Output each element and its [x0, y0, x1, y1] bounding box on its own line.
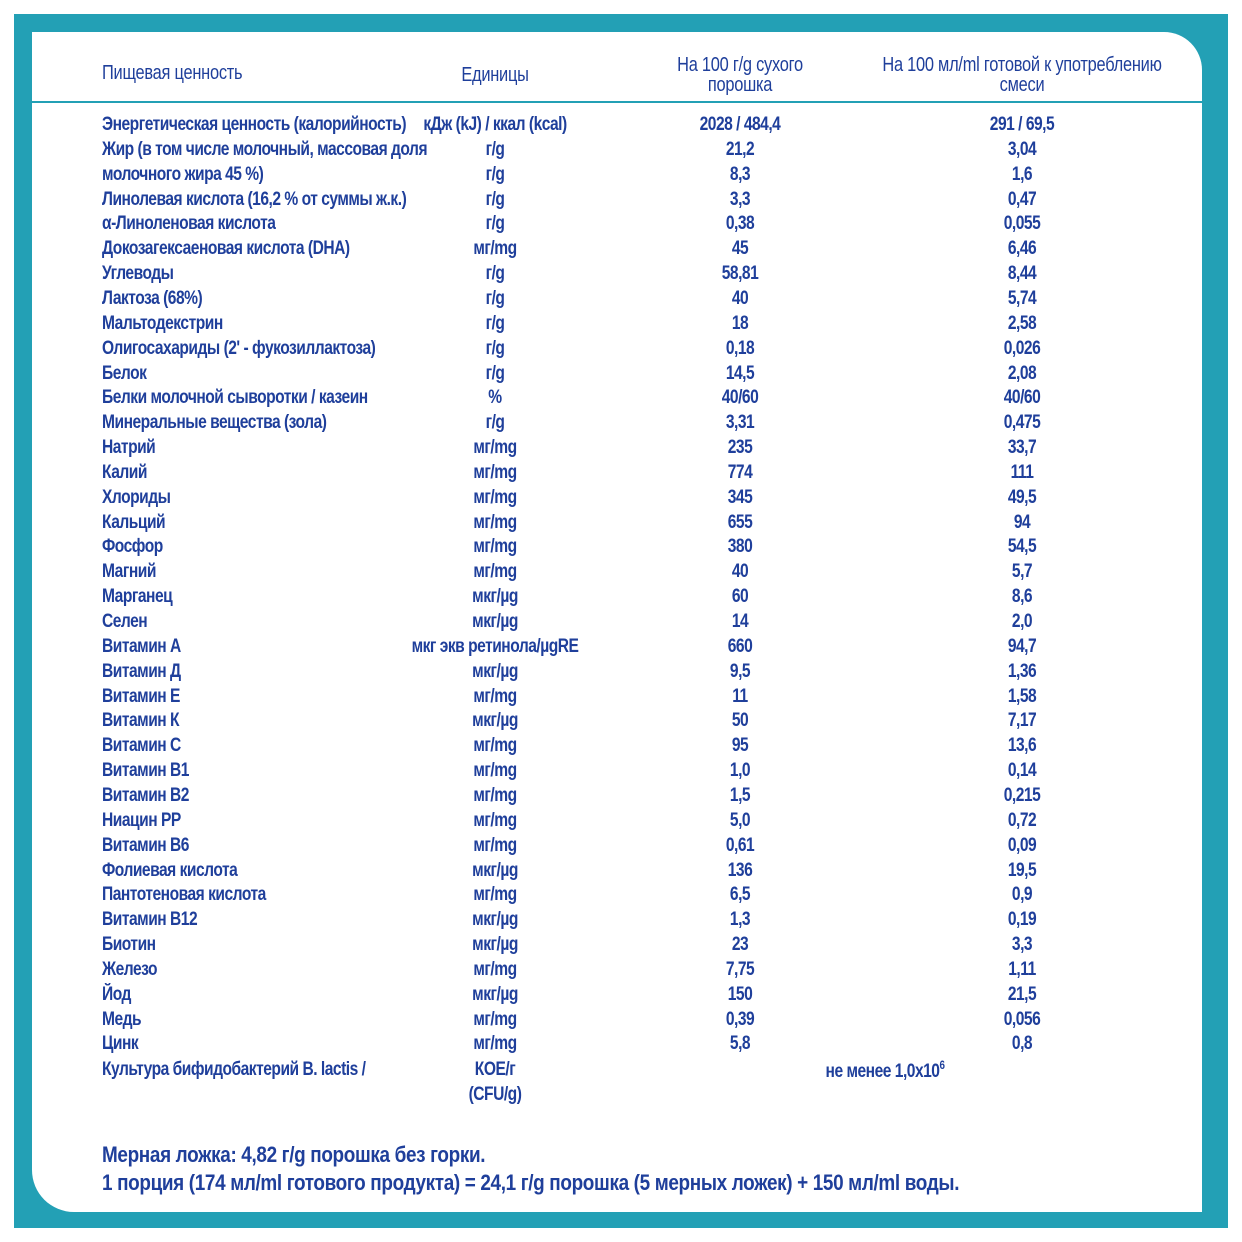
table-row — [0, 733, 1242, 758]
nutrient-unit: мг/mg — [473, 685, 517, 707]
value-per-100g: 40/60 — [721, 387, 759, 409]
nutrient-unit: мг/mg — [473, 238, 517, 260]
nutrient-name: Витамин А — [102, 635, 181, 657]
value-per-100g: 3,3 — [729, 188, 751, 210]
value-per-100ml: 40/60 — [1003, 387, 1041, 409]
value-per-100ml: 1,6 — [1011, 163, 1033, 185]
nutrient-name: Фолиевая кислота — [102, 859, 238, 881]
value-per-100ml: 5,7 — [1011, 561, 1033, 583]
value-per-100ml: 13,6 — [1007, 735, 1037, 757]
table-row — [0, 882, 1242, 907]
nutrient-name: α-Линоленовая кислота — [102, 213, 276, 235]
nutrient-name: Железо — [102, 958, 158, 980]
table-row — [0, 236, 1242, 261]
bifido-value-exponent: 6 — [939, 1058, 945, 1072]
header-nutrition-value: Пищевая ценность — [102, 62, 243, 84]
nutrient-unit: г/g — [485, 337, 505, 359]
value-per-100ml: 1,36 — [1007, 660, 1037, 682]
value-per-100ml: 49,5 — [1007, 486, 1037, 508]
nutrient-unit: мг/mg — [473, 834, 517, 856]
nutrient-unit: г/g — [485, 312, 505, 334]
table-row — [0, 808, 1242, 833]
table-row — [0, 162, 1242, 187]
value-per-100g: 60 — [731, 586, 749, 608]
nutrient-name: Йод — [102, 983, 131, 1005]
value-per-100g: 14,5 — [725, 362, 755, 384]
nutrient-name: Витамин В6 — [102, 834, 189, 856]
table-row — [0, 584, 1242, 609]
nutrient-unit: г/g — [485, 287, 505, 309]
header-per-100ml-line2: смеси — [999, 74, 1045, 96]
nutrient-name: Марганец — [102, 586, 173, 608]
nutrient-unit: мкг экв ретинола/µgRE — [411, 635, 579, 657]
value-per-100ml: 94 — [1013, 511, 1031, 533]
table-row — [0, 410, 1242, 435]
table-row — [0, 659, 1242, 684]
nutrient-unit: г/g — [485, 213, 505, 235]
nutrient-unit: мкг/µg — [472, 660, 518, 682]
nutrient-name: Энергетическая ценность (калорийность) — [102, 114, 407, 135]
value-per-100ml: 54,5 — [1007, 536, 1037, 558]
nutrient-unit: мг/mg — [473, 461, 517, 483]
nutrient-unit: мкг/µg — [472, 586, 518, 608]
value-per-100ml: 8,6 — [1011, 586, 1033, 608]
table-row — [0, 361, 1242, 386]
header-per-100g-line2: порошка — [707, 74, 773, 96]
value-per-100ml: 2,58 — [1007, 312, 1037, 334]
nutrient-unit: мкг/µg — [472, 983, 518, 1005]
value-per-100ml: 8,44 — [1007, 263, 1037, 285]
value-per-100ml: 0,09 — [1007, 834, 1037, 856]
value-per-100g: 14 — [731, 611, 749, 632]
value-per-100g: 18 — [731, 312, 749, 334]
header-per-100ml-line1: На 100 мл/ml готовой к употреблению — [882, 54, 1162, 76]
table-row — [0, 559, 1242, 584]
nutrient-name: Медь — [102, 1008, 142, 1030]
value-per-100g: 5,8 — [729, 1033, 751, 1055]
value-per-100g: 8,3 — [729, 163, 751, 185]
nutrient-unit: мг/mg — [473, 561, 517, 583]
nutrient-unit: мкг/µg — [472, 859, 518, 881]
value-per-100g: 136 — [727, 859, 753, 881]
nutrient-name: Кальций — [102, 511, 166, 533]
header-per-100g-line1: На 100 г/g сухого — [677, 54, 803, 76]
value-per-100g: 150 — [727, 983, 753, 1005]
value-per-100g: 1,3 — [729, 909, 751, 931]
table-row — [0, 982, 1242, 1007]
nutrient-name: Витамин К — [102, 710, 180, 732]
table-row — [0, 783, 1242, 808]
value-per-100g: 0,39 — [725, 1008, 755, 1030]
nutrient-name: Витамин В2 — [102, 784, 189, 806]
nutrient-unit: мг/mg — [473, 735, 517, 757]
nutrient-unit: г/g — [485, 138, 505, 160]
nutrient-unit: мг/mg — [473, 809, 517, 831]
value-per-100ml: 3,3 — [1011, 934, 1033, 956]
value-per-100g: 1,5 — [729, 784, 751, 806]
table-row — [0, 957, 1242, 982]
value-per-100ml: 6,46 — [1007, 238, 1037, 260]
value-per-100ml: 5,74 — [1007, 287, 1037, 309]
value-per-100g: 2028 / 484,4 — [699, 114, 781, 135]
nutrient-unit: мкг/µg — [472, 934, 518, 956]
table-row — [0, 435, 1242, 460]
nutrient-unit: мг/mg — [473, 437, 517, 459]
nutrient-unit: мг/mg — [473, 486, 517, 508]
value-per-100g: 345 — [727, 486, 753, 508]
table-row — [0, 1007, 1242, 1032]
nutrient-unit: мкг/µg — [472, 909, 518, 931]
value-per-100ml: 0,72 — [1007, 809, 1037, 831]
nutrient-name: Углеводы — [102, 263, 174, 285]
value-per-100g: 655 — [727, 511, 753, 533]
nutrient-name: Ниацин РР — [102, 809, 181, 831]
bifido-value — [791, 1059, 980, 1084]
table-row — [0, 112, 1242, 137]
table-row — [0, 187, 1242, 212]
nutrient-unit: мг/mg — [473, 1008, 517, 1030]
value-per-100g: 50 — [731, 710, 749, 732]
value-per-100ml: 3,04 — [1007, 138, 1037, 160]
table-row — [0, 708, 1242, 733]
table-row — [0, 534, 1242, 559]
nutrient-unit: мг/mg — [473, 536, 517, 558]
table-row — [0, 311, 1242, 336]
table-row — [0, 460, 1242, 485]
value-per-100g: 235 — [727, 437, 753, 459]
table-row — [0, 137, 1242, 162]
table-row — [0, 758, 1242, 783]
value-per-100g: 380 — [727, 536, 753, 558]
nutrient-name: Минеральные вещества (зола) — [102, 412, 327, 434]
nutrient-unit: г/g — [485, 163, 505, 185]
value-per-100g: 40 — [731, 561, 749, 583]
value-per-100g: 45 — [731, 238, 749, 260]
table-row — [0, 485, 1242, 510]
value-per-100g: 1,0 — [729, 760, 751, 782]
value-per-100ml: 21,5 — [1007, 983, 1037, 1005]
nutrient-name: Пантотеновая кислота — [102, 884, 266, 906]
value-per-100g: 58,81 — [721, 263, 759, 285]
nutrient-name: Витамин В1 — [102, 760, 189, 782]
table-row — [0, 833, 1242, 858]
nutrient-unit: г/g — [485, 362, 505, 384]
nutrient-name: молочного жира 45 %) — [102, 163, 264, 185]
value-per-100ml: 0,8 — [1011, 1033, 1033, 1055]
value-per-100g: 23 — [731, 934, 749, 956]
value-per-100ml: 33,7 — [1007, 437, 1037, 459]
value-per-100ml: 291 / 69,5 — [989, 114, 1055, 135]
table-row — [0, 510, 1242, 535]
nutrient-name: Лактоза (68%) — [102, 287, 203, 309]
value-per-100g: 9,5 — [729, 660, 751, 682]
value-per-100ml: 0,19 — [1007, 909, 1037, 931]
table-row — [0, 385, 1242, 410]
value-per-100g: 40 — [731, 287, 749, 309]
nutrient-name: Витамин С — [102, 735, 181, 757]
value-per-100ml: 0,215 — [1003, 784, 1041, 806]
nutrient-unit: мкг/µg — [472, 710, 518, 732]
value-per-100g: 11 — [732, 685, 748, 707]
table-row — [0, 609, 1242, 634]
table-row — [0, 684, 1242, 709]
nutrient-unit: мг/mg — [473, 784, 517, 806]
value-per-100g: 21,2 — [725, 138, 755, 160]
value-per-100ml: 1,58 — [1007, 685, 1037, 707]
nutrient-name: Мальтодекстрин — [102, 312, 223, 334]
nutrient-name: Белки молочной сыворотки / казеин — [102, 387, 368, 409]
value-per-100ml: 0,056 — [1003, 1008, 1041, 1030]
nutrient-name: Белок — [102, 362, 147, 384]
nutrient-name: Магний — [102, 561, 156, 583]
value-per-100ml: 0,055 — [1003, 213, 1041, 235]
nutrient-name: Хлориды — [102, 486, 171, 508]
table-row — [0, 286, 1242, 311]
header-units: Единицы — [461, 64, 529, 86]
table-row — [0, 634, 1242, 659]
value-per-100ml: 0,475 — [1003, 412, 1041, 434]
table-row — [0, 907, 1242, 932]
value-per-100g: 95 — [731, 735, 749, 757]
nutrient-unit: г/g — [485, 263, 505, 285]
value-per-100g: 0,61 — [725, 834, 755, 856]
value-per-100ml: 94,7 — [1007, 635, 1037, 657]
footer-portion-note: 1 порция (174 мл/ml готового продукта) = 24,1 г/g порошка (5 мерных ложек) + 150 мл/ml воды. — [102, 1170, 960, 1195]
value-per-100g: 7,75 — [725, 958, 755, 980]
nutrient-unit: % — [488, 387, 502, 409]
value-per-100g: 6,5 — [729, 884, 751, 906]
value-per-100g: 660 — [727, 635, 753, 657]
nutrient-name: Калий — [102, 461, 147, 483]
value-per-100ml: 111 — [1010, 461, 1034, 483]
nutrient-unit: мг/mg — [473, 511, 517, 533]
table-row — [0, 261, 1242, 286]
nutrient-unit: мг/mg — [473, 1033, 517, 1055]
value-per-100g: 0,18 — [725, 337, 755, 359]
table-row — [0, 211, 1242, 236]
nutrient-name: Биотин — [102, 934, 156, 956]
bifido-name: Культура бифидобактерий B. lactis / — [102, 1059, 366, 1080]
nutrient-unit: мкг/µg — [472, 611, 518, 632]
nutrient-unit: г/g — [485, 412, 505, 434]
nutrient-name: Витамин Е — [102, 685, 180, 707]
table-row — [0, 932, 1242, 957]
value-per-100ml: 1,11 — [1008, 958, 1036, 980]
value-per-100g: 5,0 — [729, 809, 751, 831]
nutrient-unit: мг/mg — [473, 760, 517, 782]
nutrient-name: Цинк — [102, 1033, 139, 1055]
value-per-100ml: 0,47 — [1007, 188, 1037, 210]
value-per-100ml: 0,026 — [1003, 337, 1041, 359]
nutrient-name: Докозагексаеновая кислота (DHA) — [102, 238, 350, 260]
bifido-unit-line2: (CFU/g) — [468, 1084, 522, 1105]
bifido-value-text: не менее 1,0х10 — [825, 1061, 940, 1082]
value-per-100ml: 2,0 — [1011, 611, 1033, 632]
value-per-100g: 3,31 — [725, 412, 755, 434]
nutrient-unit: мг/mg — [473, 958, 517, 980]
value-per-100ml: 0,14 — [1007, 760, 1037, 782]
nutrient-name: Фосфор — [102, 536, 163, 558]
footer-scoop-note: Мерная ложка: 4,82 г/g порошка без горки. — [102, 1142, 486, 1167]
table-row — [0, 1031, 1242, 1056]
nutrient-name: Витамин В12 — [102, 909, 198, 931]
nutrient-unit: мг/mg — [473, 884, 517, 906]
header-divider — [32, 101, 1202, 103]
nutrient-name: Жир (в том числе молочный, массовая доля — [102, 138, 428, 160]
nutrient-unit: кДж (kJ) / ккал (kcal) — [423, 114, 567, 135]
nutrient-name: Линолевая кислота (16,2 % от суммы ж.к.) — [102, 188, 407, 210]
value-per-100g: 774 — [727, 461, 753, 483]
nutrient-name: Олигосахариды (2' - фукозиллактоза) — [102, 337, 376, 359]
table-row — [0, 336, 1242, 361]
value-per-100g: 0,38 — [725, 213, 755, 235]
value-per-100ml: 7,17 — [1007, 710, 1037, 732]
value-per-100ml: 2,08 — [1007, 362, 1037, 384]
nutrient-unit: г/g — [485, 188, 505, 210]
nutrient-name: Витамин Д — [102, 660, 181, 682]
value-per-100ml: 0,9 — [1011, 884, 1033, 906]
nutrient-name: Натрий — [102, 437, 156, 459]
value-per-100ml: 19,5 — [1007, 859, 1037, 881]
bifido-unit-line1: КОЕ/г — [474, 1059, 516, 1080]
table-row — [0, 858, 1242, 883]
nutrient-name: Селен — [102, 611, 148, 632]
